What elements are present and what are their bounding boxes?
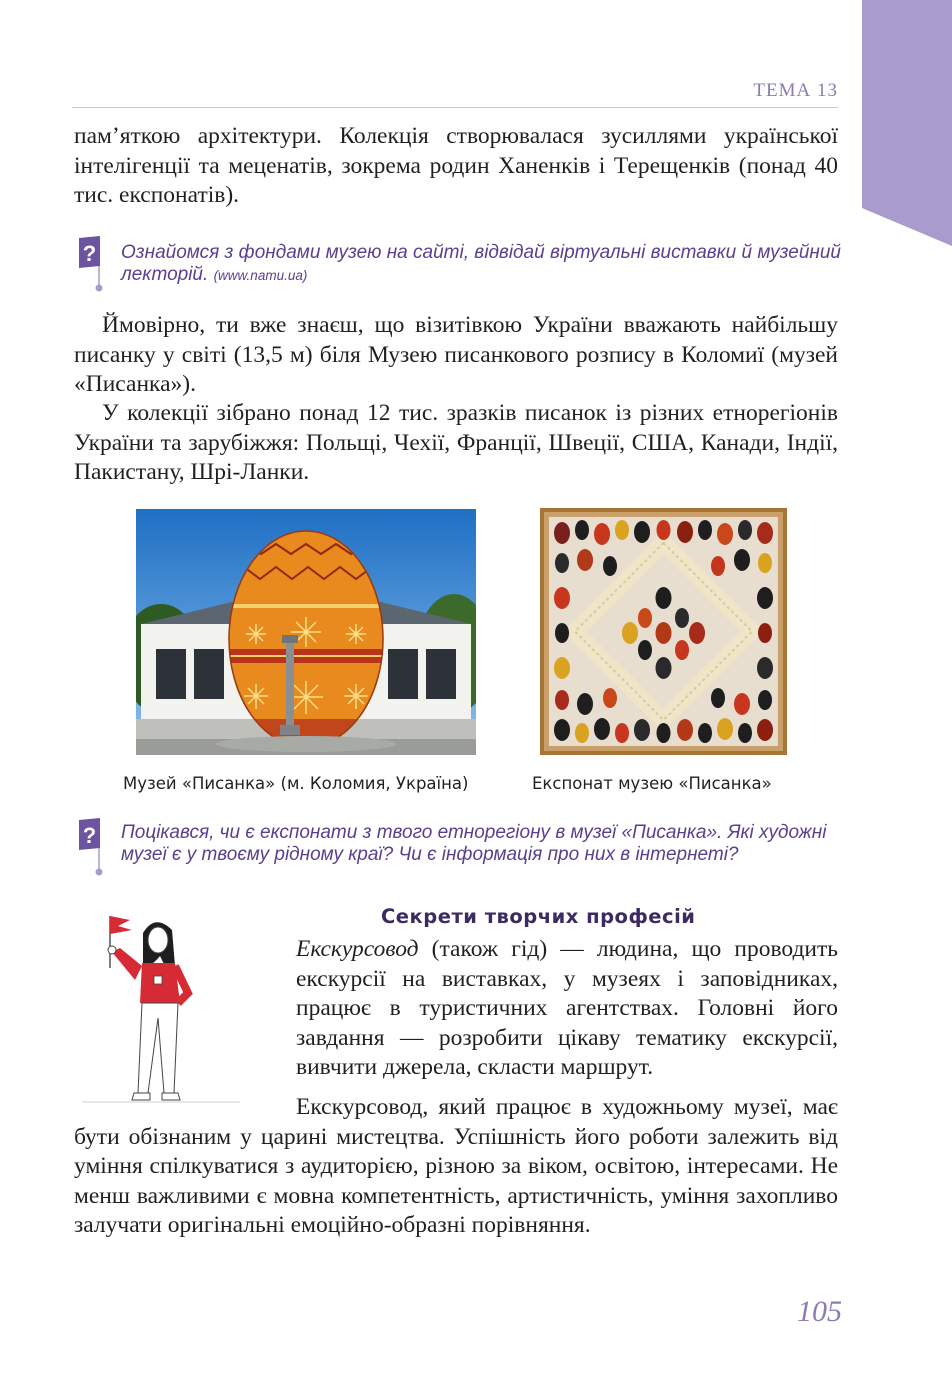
caption-exhibit: Експонат музею «Писанка» [532,774,772,793]
page-number: 105 [797,1295,842,1328]
chapter-tab [862,0,952,246]
section-title: Секрети творчих професій [381,905,696,928]
topic-label: ТЕМА 13 [753,80,838,101]
website-link[interactable]: (www.namu.ua) [213,268,308,283]
term-excursion-guide: Екскурсовод [296,936,419,962]
paragraph-4-text: (також гід) — людина, що проводить екскурсії на виставках, у музеях і заповідниках, працює в туристичних агентствах. Головні його завдання — розробити цікаву тематику екскурсії, вивчити джерела, скласти маршрут. [296,936,838,1080]
exhibit-photo [540,508,787,755]
caption-museum: Музей «Писанка» (м. Коломия, Україна) [123,774,469,793]
paragraph-5: Екскурсовод, який працює в художньому музеї, має бути обізнаним у царині мистецтва. Успішність його роботи залежить від уміння спілкуватися з аудиторією, різною за віком, освітою, інтересами. Не менш важливими є мовна компетентність, артистичність, уміння захопливо залучати оригінальні емоційно-образні порівняння. [74,1094,838,1238]
paragraph-4 [296,935,838,1083]
paragraph-2: Ймовірно, ти вже знаєш, що візитівкою України вважають найбільшу писанку у світі (13,5 м) біля Музею писанкового розпису в Коломиї (музей «Писанка»). [74,312,838,397]
question-mark-glyph: ? [82,241,97,266]
header-divider [72,107,838,108]
question-mark-icon [78,236,104,294]
paragraph-1: пам’яткою архітектури. Колекція створювалася зусиллями української інтелігенції та меценатів, зокрема родин Ханенків і Терещенків (понад 40 тис. експонатів). [74,123,838,208]
tour-guide-illustration [80,908,245,1108]
question-mark-icon [78,818,104,878]
question-2: Поцікався, чи є експонати з твого етнорегіону в музеї «Писанка». Які художні музеї є у твоєму рідному краї? Чи є інформація про них в інтернеті? [121,822,827,865]
pysanka-museum-photo [136,509,476,755]
question-1-text: Ознайомся з фондами музею на сайті, відвідай віртуальні виставки й музейний лекторій. [121,242,841,285]
question-1 [121,242,841,287]
paragraph-3: У колекції зібрано понад 12 тис. зразків писанок із різних етнорегіонів України та зарубіжжя: Польщі, Чехії, Франції, Швеції, США, Канади, Індії, Пакистану, Шрі-Ланки. [74,400,838,485]
question-mark-glyph: ? [82,823,97,848]
